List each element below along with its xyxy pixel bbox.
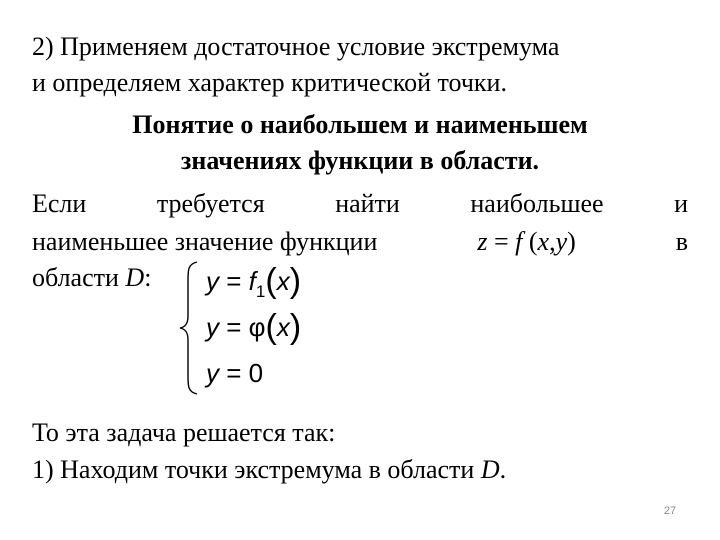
variable-z: z bbox=[477, 227, 488, 256]
subscript: 1 bbox=[255, 282, 266, 301]
function-f: f bbox=[515, 227, 523, 256]
comma: , bbox=[549, 227, 556, 256]
colon: : bbox=[144, 263, 152, 292]
paren-open: ( bbox=[528, 227, 538, 256]
text-segment: 1) Находим точки экстремума в области bbox=[32, 455, 475, 484]
word: найти bbox=[335, 189, 400, 218]
equation-1: $y = f_1(x)$ bbox=[206, 262, 302, 301]
equation-system bbox=[176, 258, 346, 398]
left-brace-icon bbox=[176, 258, 200, 398]
paragraph-line-1 bbox=[32, 189, 688, 219]
variable-y: y bbox=[555, 227, 568, 256]
solution-line-2 bbox=[32, 455, 688, 485]
paren-close: ) bbox=[567, 227, 576, 256]
function-expression bbox=[477, 227, 575, 257]
equation-2: y = φ(x) bbox=[206, 308, 302, 346]
region-symbol: D bbox=[480, 455, 500, 484]
period: . bbox=[499, 455, 507, 484]
paragraph-line-3 bbox=[32, 263, 688, 293]
text-segment: области bbox=[32, 263, 119, 292]
variable-x: x bbox=[537, 227, 550, 256]
text-segment: наименьшее значение функции bbox=[32, 227, 378, 256]
word: требуется bbox=[156, 189, 265, 218]
step2-line-2: и определяем характер критической точки. bbox=[32, 68, 507, 97]
step2-line-1: 2) Применяем достаточное условие экстремума bbox=[32, 32, 560, 61]
text-segment: в bbox=[675, 227, 688, 256]
equation-3: y = 0 bbox=[206, 358, 264, 388]
word: и bbox=[674, 189, 688, 218]
equals-sign: = bbox=[493, 227, 509, 256]
paragraph-line-2 bbox=[32, 227, 688, 257]
page-number: 27 bbox=[663, 505, 677, 517]
word: Если bbox=[32, 189, 87, 218]
section-heading-line-1: Понятие о наибольшем и наименьшем bbox=[132, 110, 588, 139]
word: наибольшее bbox=[470, 189, 604, 218]
section-heading-line-2: значениях функции в области. bbox=[180, 146, 540, 175]
region-symbol: D bbox=[125, 263, 145, 292]
solution-line-1: То эта задача решается так: bbox=[32, 418, 336, 447]
